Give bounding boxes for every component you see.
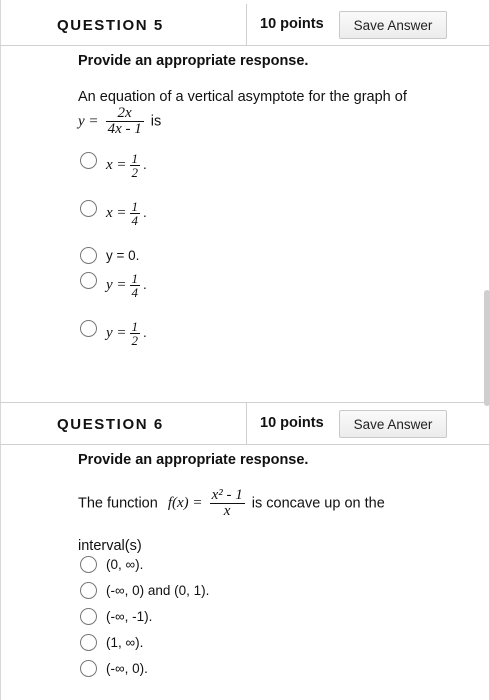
q5-option-4-var: y = [106,277,127,294]
q5-option-4 [106,272,147,299]
question-6-instruction: Provide an appropriate response. [78,452,309,468]
q5-option-4-tail: . [143,277,147,293]
q5-option-1-radio[interactable] [80,152,97,169]
q5-option-1 [106,152,147,179]
q5-option-1-tail: . [143,157,147,173]
q6-option-4: (1, ∞). [106,635,144,650]
question-5-save-button[interactable]: Save Answer [339,11,447,39]
equation-denominator: 4x - 1 [107,121,142,137]
q5-option-4-fraction [130,272,141,299]
q5-option-4-den: 4 [131,285,139,300]
prompt-post: is concave up on the [251,495,385,512]
q5-option-5-tail: . [143,325,147,341]
q6-option-4-radio[interactable] [80,634,97,651]
q5-option-2-den: 4 [131,213,139,228]
q6-option-2: (-∞, 0) and (0, 1). [106,583,210,598]
scrollbar[interactable] [484,290,490,406]
q5-option-5-var: y = [106,325,127,342]
equation-lhs: y = [78,113,99,130]
question-5-title: QUESTION 5 [57,17,164,34]
q6-option-1-radio[interactable] [80,556,97,573]
equation-numerator: 2x [106,106,144,122]
question-6-prompt [78,488,385,519]
q5-option-5-fraction [130,320,141,347]
q5-option-5 [106,320,147,347]
function-fraction [210,488,245,519]
q6-option-3-radio[interactable] [80,608,97,625]
question-6-header [0,403,490,445]
question-5-points: 10 points [260,16,324,32]
q5-option-2-radio[interactable] [80,200,97,217]
q5-option-4-num: 1 [131,271,139,286]
equation-tail: is [150,113,162,130]
q6-option-5-radio[interactable] [80,660,97,677]
q5-option-2 [106,200,147,227]
q6-option-5: (-∞, 0). [106,661,148,676]
function-lhs: f(x) = [167,495,203,512]
q5-option-1-var: x = [106,157,127,174]
question-5-equation [78,106,161,137]
q6-option-1: (0, ∞). [106,557,144,572]
question-5-header [0,4,490,46]
q5-option-1-num: 1 [131,151,139,166]
q5-option-2-tail: . [143,205,147,221]
question-6-points-box [246,403,490,445]
q5-option-1-fraction [130,152,141,179]
function-numerator: x² - 1 [211,487,243,503]
q5-option-2-var: x = [106,205,127,222]
q6-option-2-radio[interactable] [80,582,97,599]
function-denominator: x [223,503,231,519]
question-6-prompt-line2: interval(s) [78,538,142,554]
question-6-title: QUESTION 6 [57,416,164,433]
q5-option-1-den: 2 [131,165,139,180]
question-6-save-button[interactable]: Save Answer [339,410,447,438]
q5-option-2-fraction [130,200,141,227]
q5-option-4-radio[interactable] [80,272,97,289]
question-5-instruction: Provide an appropriate response. [78,53,309,69]
question-5-points-box [246,4,490,46]
q5-option-5-den: 2 [131,333,139,348]
equation-fraction [106,106,144,137]
q5-option-3-radio[interactable] [80,247,97,264]
prompt-pre: The function [78,495,158,512]
question-5-prompt: An equation of a vertical asymptote for the graph of [78,89,407,105]
q5-option-3: y = 0. [106,248,140,263]
q5-option-5-radio[interactable] [80,320,97,337]
q5-option-2-num: 1 [131,199,139,214]
question-6-points: 10 points [260,415,324,431]
q5-option-5-num: 1 [131,319,139,334]
q6-option-3: (-∞, -1). [106,609,153,624]
